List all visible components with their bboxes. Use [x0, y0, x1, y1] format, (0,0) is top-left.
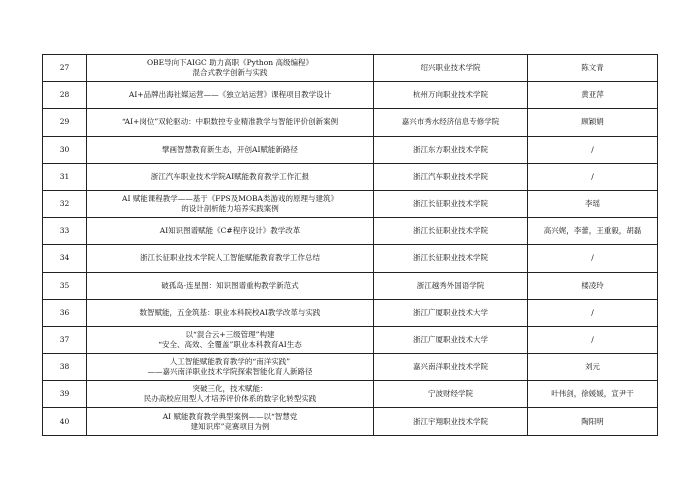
author-cell: 顾颖娟 [528, 109, 658, 136]
case-title-line: 突破三化，技术赋能： [192, 384, 268, 394]
author-cell: 高兴娓，李蕾，王重毅，胡磊 [528, 218, 658, 245]
school-cell: 宁波财经学院 [374, 381, 528, 408]
case-title-line: 破孤岛·连星图：知识图谱重构教学新范式 [161, 280, 299, 290]
row-number-cell: 27 [43, 55, 87, 82]
case-title-cell [87, 218, 374, 245]
case-title-line: 数智赋能，五金筑基：职业本科院校AI教学改革与实践 [139, 307, 321, 317]
case-title-cell [87, 136, 374, 163]
case-title-cell [87, 299, 374, 326]
case-title-line: OBE导向下AIGC 助力高职《Python 高级编程》 [147, 58, 313, 68]
author-cell: 楼凌玲 [528, 272, 658, 299]
case-title-cell [87, 354, 374, 381]
case-title-line: “AI+岗位”双轮驱动：中职数控专业精准教学与智能评价创新案例 [121, 117, 339, 127]
row-number-cell: 38 [43, 354, 87, 381]
table-row [43, 272, 658, 299]
row-number-cell: 36 [43, 299, 87, 326]
table-row [43, 245, 658, 272]
case-title-line: ——嘉兴南洋职业技术学院探索智能化育人新路径 [147, 367, 313, 377]
school-cell: 杭州万向职业技术学院 [374, 82, 528, 109]
case-title-cell [87, 408, 374, 435]
row-number-cell: 33 [43, 218, 87, 245]
case-title-cell [87, 326, 374, 353]
author-cell: 刘元 [528, 354, 658, 381]
row-number-cell: 40 [43, 408, 87, 435]
case-title-line: 建知识库”竞赛项目为例 [190, 421, 270, 431]
table-row [43, 218, 658, 245]
row-number-cell: 37 [43, 326, 87, 353]
table-row [43, 381, 658, 408]
school-cell: 浙江长征职业技术学院 [374, 190, 528, 217]
author-cell: / [528, 136, 658, 163]
row-number-cell: 34 [43, 245, 87, 272]
case-title-cell [87, 245, 374, 272]
table-row [43, 163, 658, 190]
table-row [43, 55, 658, 82]
case-title-cell [87, 381, 374, 408]
row-number-cell: 29 [43, 109, 87, 136]
author-cell: 叶伟剑，徐媛媛，宣尹干 [528, 381, 658, 408]
row-number-cell: 39 [43, 381, 87, 408]
case-title-line: AI+品牌出海社媒运营——《独立站运营》课程项目教学设计 [128, 90, 332, 100]
case-title-line: 浙江汽车职业技术学院AI赋能教育教学工作汇报 [150, 171, 310, 181]
school-cell: 嘉兴南洋职业技术学院 [374, 354, 528, 381]
case-title-line: 人工智能赋能教育教学的“南洋实践” [169, 357, 291, 367]
case-list-table [42, 54, 658, 436]
author-cell: / [528, 163, 658, 190]
case-title-line: 擘画智慧教育新生态，开创AI赋能新路径 [162, 144, 298, 154]
school-cell: 浙江广厦职业技术大学 [374, 326, 528, 353]
row-number-cell: 35 [43, 272, 87, 299]
case-title-line: 民办高校应用型人才培养评价体系的数字化转型实践 [143, 394, 317, 404]
case-title-line: 以“混合云+三级管理”构建 [185, 329, 275, 339]
case-title-line: AI 赋能课程教学——基于《FPS及MOBA类游戏的原理与建筑》 [122, 194, 338, 204]
case-title-line: AI 赋能教育教学典型案例——以“智慧党 [162, 411, 298, 421]
table-row [43, 326, 658, 353]
case-title-cell [87, 82, 374, 109]
case-title-line: 浙江长征职业技术学院人工智能赋能教育教学工作总结 [140, 253, 320, 263]
table-row [43, 136, 658, 163]
table-row [43, 82, 658, 109]
school-cell: 浙江越秀外国语学院 [374, 272, 528, 299]
school-cell: 浙江长征职业技术学院 [374, 245, 528, 272]
case-title-line: 混合式教学创新与实践 [192, 68, 268, 78]
case-title-cell [87, 190, 374, 217]
author-cell: 陈文青 [528, 55, 658, 82]
author-cell: / [528, 326, 658, 353]
table-row [43, 354, 658, 381]
row-number-cell: 31 [43, 163, 87, 190]
case-title-cell [87, 55, 374, 82]
table-row [43, 190, 658, 217]
table-body [43, 55, 658, 436]
case-title-cell [87, 163, 374, 190]
author-cell: 李瑶 [528, 190, 658, 217]
school-cell: 浙江长征职业技术学院 [374, 218, 528, 245]
school-cell: 嘉兴市秀水经济信息专修学院 [374, 109, 528, 136]
row-number-cell: 28 [43, 82, 87, 109]
school-cell: 浙江宇翔职业技术学院 [374, 408, 528, 435]
author-cell: / [528, 245, 658, 272]
author-cell: / [528, 299, 658, 326]
case-title-cell [87, 109, 374, 136]
case-title-line: “安全、高效、全覆盖”职业本科教育AI生态 [158, 339, 302, 349]
row-number-cell: 30 [43, 136, 87, 163]
author-cell: 陶阳明 [528, 408, 658, 435]
row-number-cell: 32 [43, 190, 87, 217]
school-cell: 绍兴职业技术学院 [374, 55, 528, 82]
table-row [43, 408, 658, 435]
table-row [43, 299, 658, 326]
case-title-cell [87, 272, 374, 299]
case-title-line: 的设计剖析能力培养实践案例 [181, 204, 279, 214]
school-cell: 浙江汽车职业技术学院 [374, 163, 528, 190]
school-cell: 浙江东方职业技术学院 [374, 136, 528, 163]
case-title-line: AI知识图谱赋能《C#程序设计》教学改革 [159, 226, 301, 236]
table-row [43, 109, 658, 136]
author-cell: 黄亚萍 [528, 82, 658, 109]
school-cell: 浙江广厦职业技术大学 [374, 299, 528, 326]
